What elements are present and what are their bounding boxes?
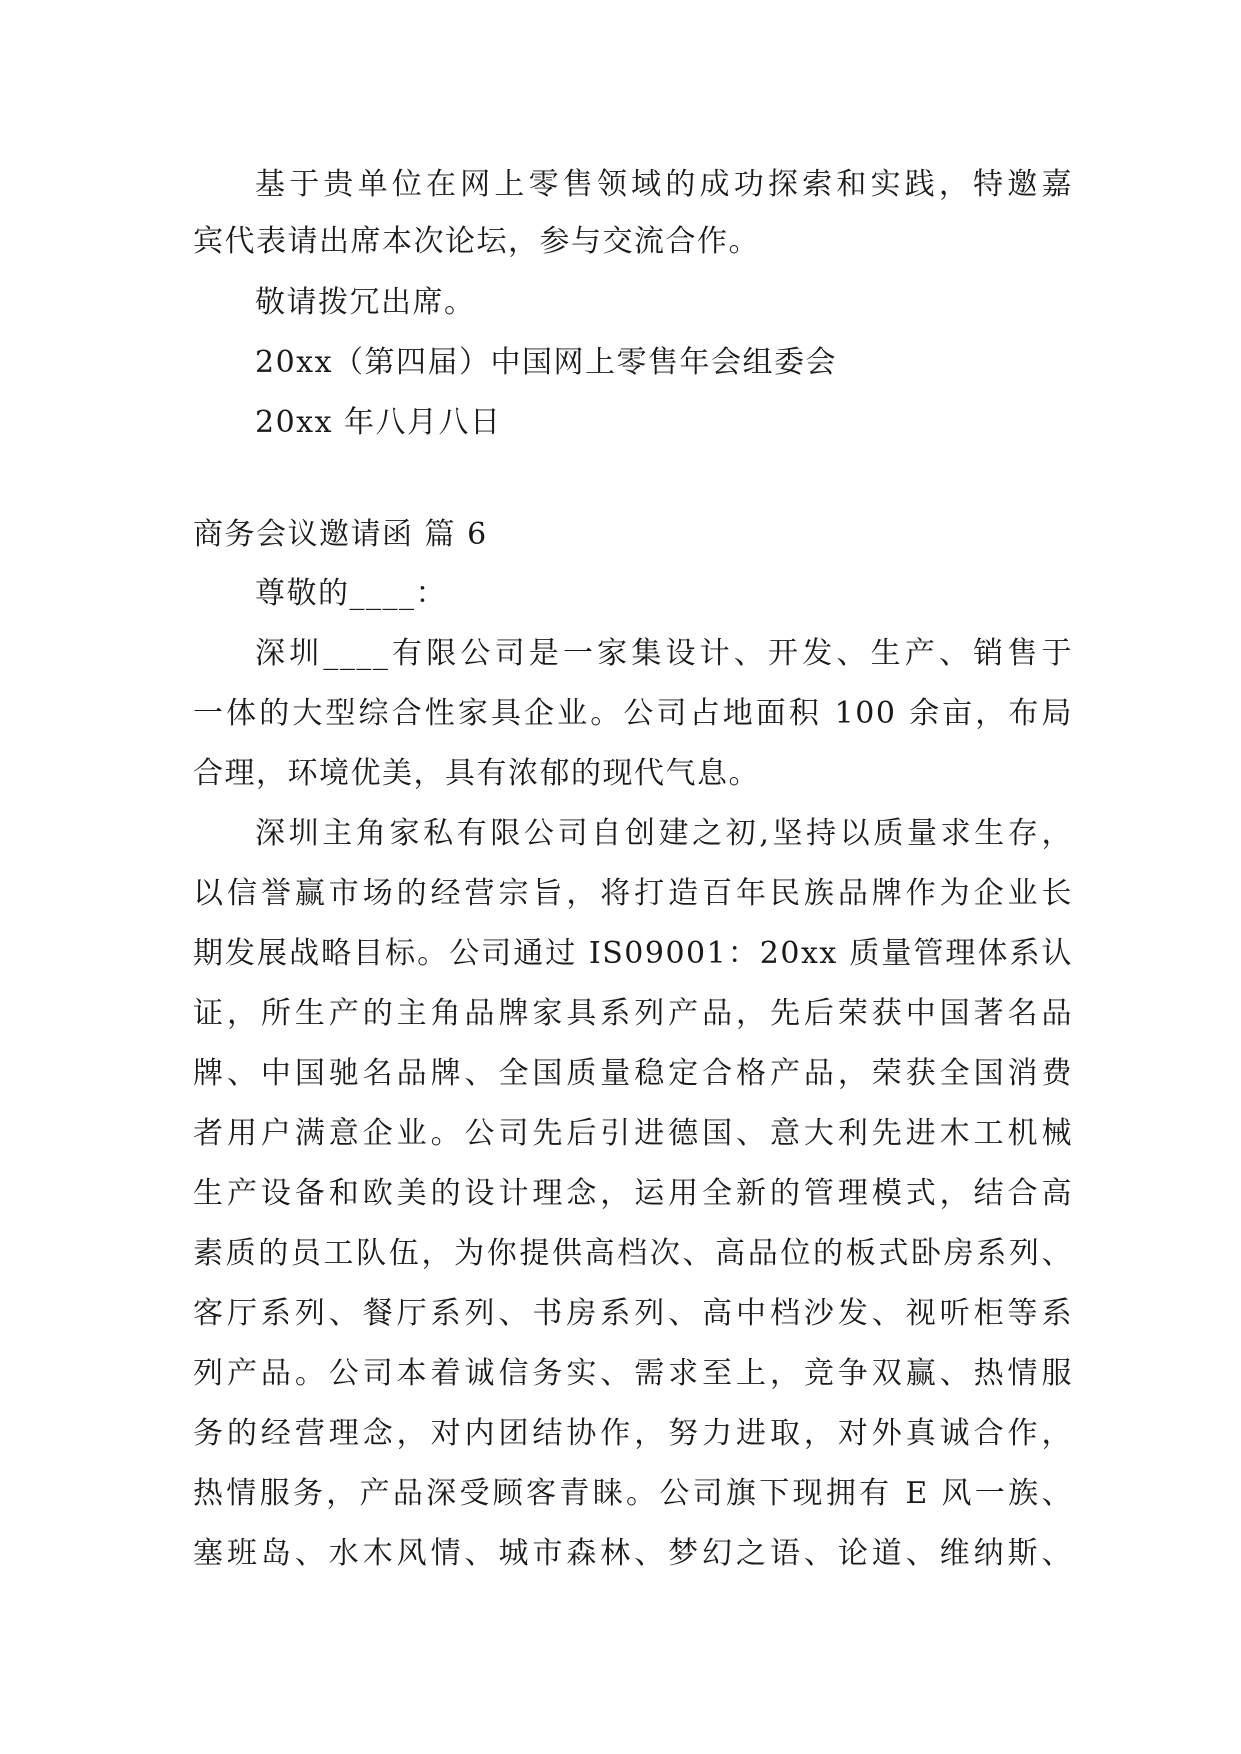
para2-line4: 证，所生产的主角品牌家具系列产品，先后荣获中国著名品	[193, 996, 1073, 1031]
para2-line8: 素质的员工队伍，为你提供高档次、高品位的板式卧房系列、	[193, 1236, 1073, 1271]
closing-line: 敬请拨冗出席。	[255, 285, 476, 320]
para2-line6: 者用户满意企业。公司先后引进德国、意大利先进木工机械	[193, 1116, 1073, 1151]
para2-line2: 以信誉赢市场的经营宗旨，将打造百年民族品牌作为企业长	[193, 876, 1073, 911]
para2-line3: 期发展战略目标。公司通过 IS09001：20xx 质量管理体系认	[193, 936, 1073, 971]
para1-line1: 深圳____有限公司是一家集设计、开发、生产、销售于	[255, 636, 1073, 671]
para2-line7: 生产设备和欧美的设计理念，运用全新的管理模式，结合高	[193, 1176, 1073, 1211]
para2-line9: 客厅系列、餐厅系列、书房系列、高中档沙发、视听柜等系	[193, 1296, 1073, 1331]
para2-line12: 热情服务，产品深受顾客青睐。公司旗下现拥有 E 风一族、	[193, 1476, 1073, 1511]
para2-line11: 务的经营理念，对内团结协作，努力进取，对外真诚合作，	[193, 1416, 1073, 1451]
prev-para1-line2: 宾代表请出席本次论坛，参与交流合作。	[193, 224, 760, 259]
prev-para1-line1: 基于贵单位在网上零售领域的成功探索和实践，特邀嘉	[255, 167, 1073, 202]
organizer-line: 20xx（第四届）中国网上零售年会组委会	[255, 345, 838, 380]
para1-line2: 一体的大型综合性家具企业。公司占地面积 100 余亩，布局	[193, 696, 1073, 731]
para2-line1: 深圳主角家私有限公司自创建之初,坚持以质量求生存，	[255, 816, 1073, 851]
section-title: 商务会议邀请函 篇 6	[193, 517, 488, 552]
para2-line10: 列产品。公司本着诚信务实、需求至上，竞争双赢、热情服	[193, 1356, 1073, 1391]
salutation: 尊敬的____：	[255, 576, 447, 611]
para2-line13: 塞班岛、水木风情、城市森林、梦幻之语、论道、维纳斯、	[193, 1536, 1073, 1571]
date-line: 20xx 年八月八日	[255, 405, 502, 440]
para1-line3: 合理，环境优美，具有浓郁的现代气息。	[193, 756, 760, 791]
para2-line5: 牌、中国驰名品牌、全国质量稳定合格产品，荣获全国消费	[193, 1056, 1073, 1091]
